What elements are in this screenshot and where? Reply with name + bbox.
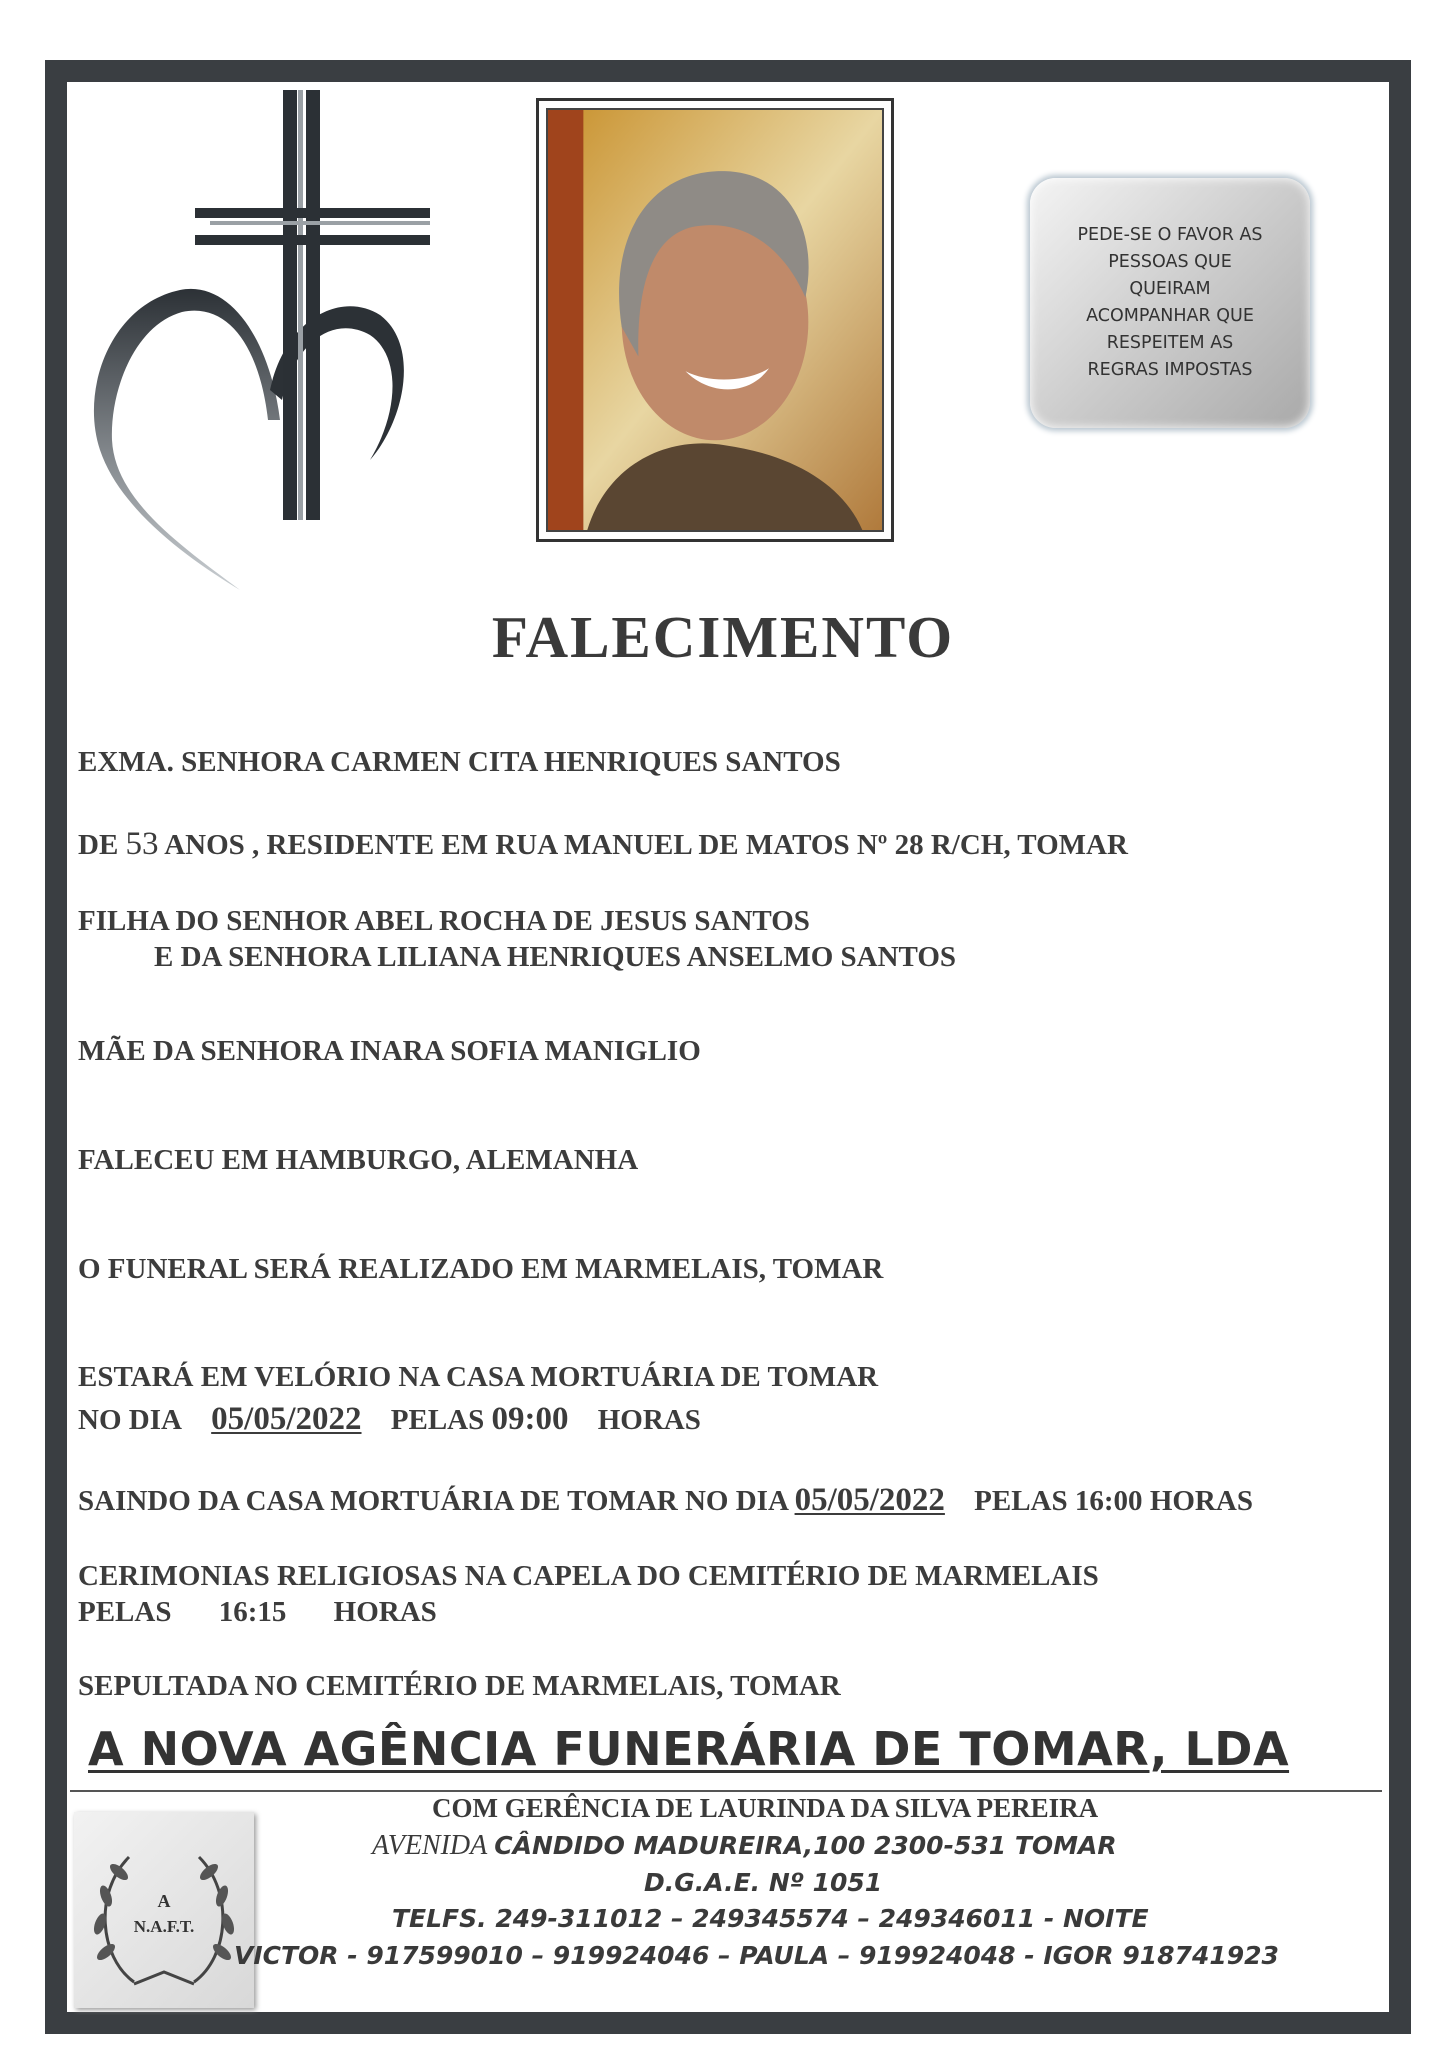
age-suffix: ANOS , RESIDENTE EM RUA MANUEL DE MATOS Nº 28 R/CH, TOMAR (164, 829, 1128, 861)
age-prefix: DE (78, 829, 119, 861)
agency-seal (74, 1812, 254, 2008)
ceremony-time-label: PELAS (78, 1596, 172, 1628)
notice-line: ACOMPANHAR QUE (1086, 306, 1254, 326)
notice-line: PEDE-SE O FAVOR AS (1077, 225, 1263, 245)
agency-manager: COM GERÊNCIA DE LAURINDA DA SILVA PEREIRA (432, 1793, 1099, 1823)
mother-line: E DA SENHORA LILIANA HENRIQUES ANSELMO SANTOS (154, 941, 957, 973)
age-value: 53 (125, 826, 159, 862)
departure-date: 05/05/2022 (794, 1482, 945, 1518)
seal-initials: N.A.F.T. (133, 1917, 195, 1936)
portrait-image (548, 110, 882, 530)
child-line: MÃE DA SENHORA INARA SOFIA MANIGLIO (78, 1035, 701, 1067)
departure-hours-label: HORAS (1149, 1485, 1253, 1517)
address-prefix: AVENIDA (372, 1830, 488, 1861)
notice-line: REGRAS IMPOSTAS (1087, 360, 1253, 380)
agency-dgae: D.G.A.E. Nº 1051 (644, 1868, 883, 1897)
request-notice-text (1050, 222, 1290, 384)
wake-time: 09:00 (491, 1401, 569, 1437)
request-notice-box (1030, 178, 1310, 428)
wake-day-label: NO DIA (78, 1404, 182, 1436)
agency-phones: TELFS. 249-311012 – 249345574 – 249346011 - NOITE (392, 1904, 1149, 1933)
agency-name: A NOVA AGÊNCIA FUNERÁRIA DE TOMAR, LDA (88, 1722, 1290, 1776)
address-street: CÂNDIDO MADUREIRA,100 2300-531 TOMAR (494, 1831, 1117, 1860)
notice-line: QUEIRAM (1129, 279, 1211, 299)
page-title: FALECIMENTO (491, 604, 955, 670)
ceremony-hours-label: HORAS (333, 1596, 437, 1628)
seal-letter: A (157, 1891, 171, 1911)
wake-date: 05/05/2022 (211, 1401, 362, 1437)
notice-line: PESSOAS QUE (1108, 252, 1232, 272)
laurel-wreath-icon (74, 1812, 254, 2008)
wake-hours-label: HORAS (597, 1404, 701, 1436)
departure-time: 16:00 (1074, 1485, 1143, 1517)
departure-text: SAINDO DA CASA MORTUÁRIA DE TOMAR NO DIA (78, 1485, 788, 1517)
cross-heart-icon (70, 90, 430, 590)
notice-line: RESPEITEM AS (1106, 333, 1234, 353)
father-line: FILHA DO SENHOR ABEL ROCHA DE JESUS SANTOS (78, 905, 810, 937)
ceremony-time: 16:15 (218, 1596, 287, 1628)
deceased-age-residence (78, 826, 1128, 863)
death-place-line: FALECEU EM HAMBURGO, ALEMANHA (78, 1144, 639, 1176)
burial-line: SEPULTADA NO CEMITÉRIO DE MARMELAIS, TOMAR (78, 1670, 841, 1702)
ceremony-time-line (78, 1596, 437, 1629)
divider (70, 1790, 1382, 1792)
deceased-name: EXMA. SENHORA CARMEN CITA HENRIQUES SANTOS (78, 746, 841, 778)
portrait-photo (536, 98, 894, 542)
ceremony-line: CERIMONIAS RELIGIOSAS NA CAPELA DO CEMITÉRIO DE MARMELAIS (78, 1560, 1099, 1592)
departure-line (78, 1482, 1253, 1519)
wake-time-label: PELAS (390, 1404, 485, 1436)
wake-line: ESTARÁ EM VELÓRIO NA CASA MORTUÁRIA DE TOMAR (78, 1361, 879, 1393)
wake-date-line (78, 1401, 701, 1438)
agency-address (372, 1830, 1117, 1862)
agency-contacts: VICTOR - 917599010 – 919924046 – PAULA – 919924048 - IGOR 918741923 (234, 1941, 1279, 1970)
funeral-line: O FUNERAL SERÁ REALIZADO EM MARMELAIS, TOMAR (78, 1253, 884, 1285)
departure-time-label: PELAS (974, 1485, 1068, 1517)
